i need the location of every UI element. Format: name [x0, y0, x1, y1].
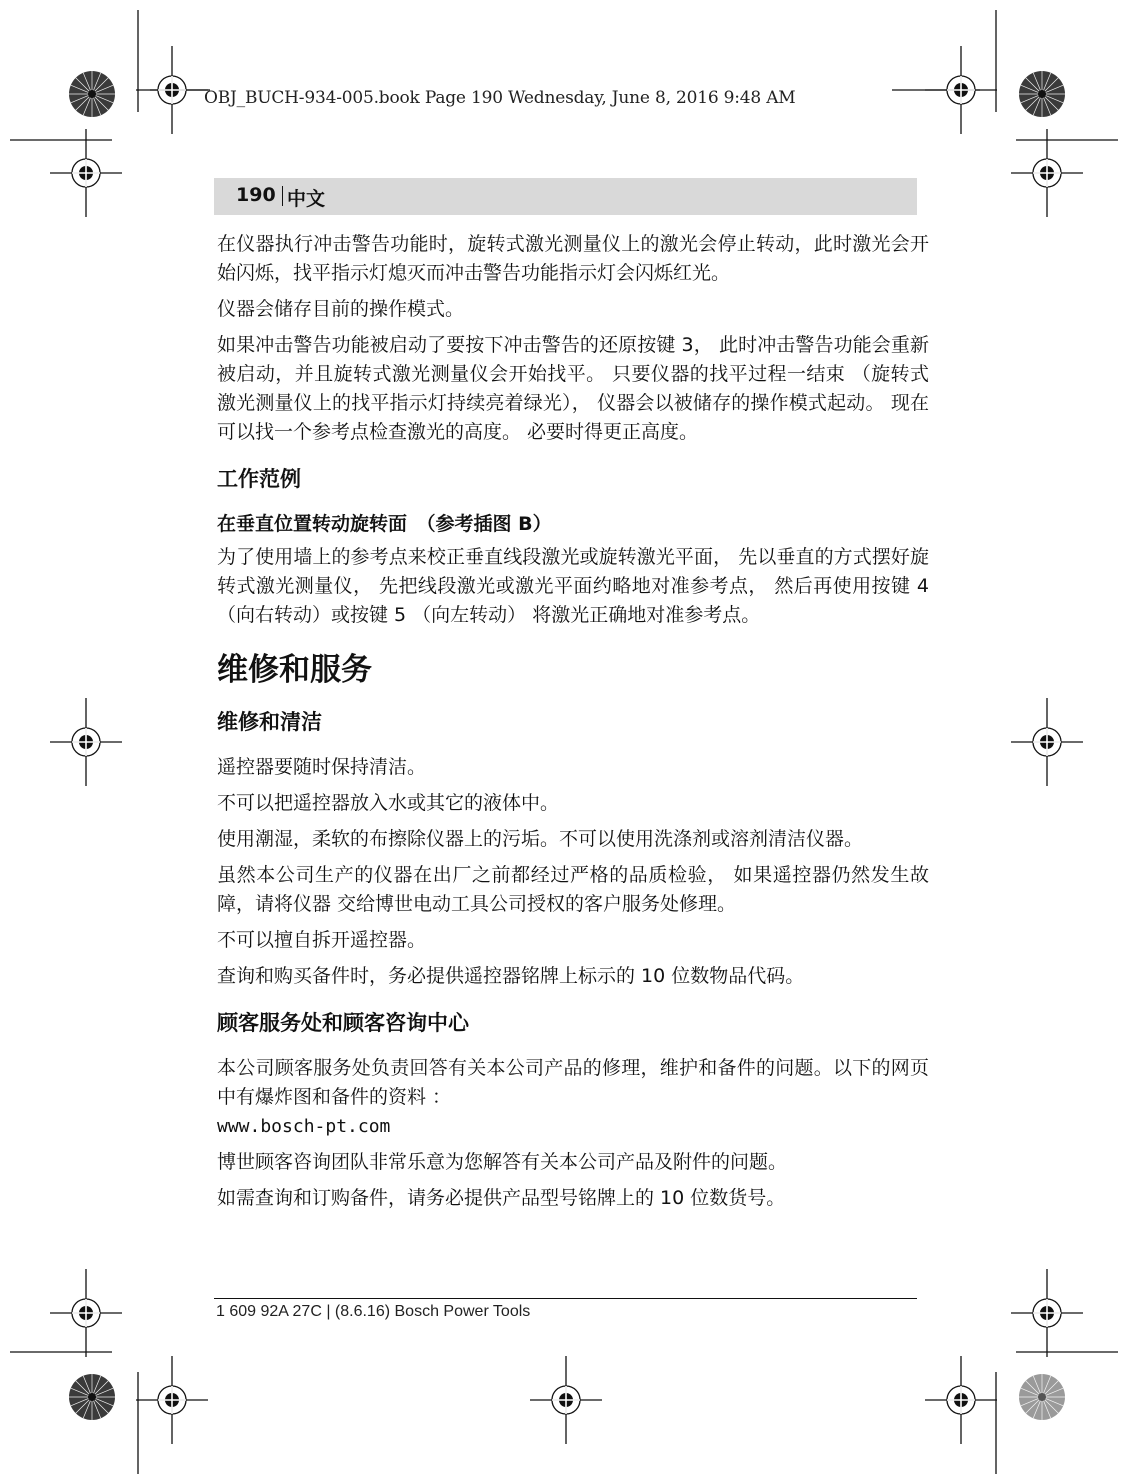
paragraph: 使用潮湿，柔软的布擦除仪器上的污垢。不可以使用洗涤剂或溶剂清洁仪器。	[217, 828, 864, 850]
paragraph: 仪器会储存目前的操作模式。	[217, 298, 465, 320]
heading-work-examples: 工作范例	[217, 467, 301, 491]
paragraph: 查询和购买备件时，务必提供遥控器铭牌上标示的 10 位数物品代码。	[217, 965, 805, 987]
paragraph: 遥控器要随时保持清洁。	[217, 756, 427, 778]
paragraph: 本公司顾客服务处负责回答有关本公司产品的修理，维护和备件的问题。以下的网页中有爆炸图和备件的资料 ：	[217, 1057, 929, 1108]
header-divider	[282, 186, 283, 206]
running-header	[214, 178, 917, 215]
paragraph: 在仪器执行冲击警告功能时，旋转式激光测量仪上的激光会停止转动，此时激光会开始闪烁，找平指示灯熄灭而冲击警告功能指示灯会闪烁红光。	[217, 233, 929, 284]
print-slug: OBJ_BUCH-934-005.book Page 190 Wednesday, June 8, 2016 9:48 AM	[204, 88, 796, 108]
heading-vertical-rotation: 在垂直位置转动旋转面 （参考插图 B）	[217, 513, 552, 535]
paragraph: 博世顾客咨询团队非常乐意为您解答有关本公司产品及附件的问题。	[217, 1151, 788, 1173]
heading-maintenance-service: 维修和服务	[217, 652, 372, 688]
page-body	[217, 230, 929, 1220]
paragraph: 如需查询和订购备件，请务必提供产品型号铭牌上的 10 位数货号。	[217, 1187, 786, 1209]
paragraph: 不可以擅自拆开遥控器。	[217, 929, 427, 951]
paragraph: 为了使用墙上的参考点来校正垂直线段激光或旋转激光平面， 先以垂直的方式摆好旋转式激光测量仪， 先把线段激光或激光平面约略地对准参考点， 然后再使用按键 4 （向右转动）或按键 5 （向左转动） 将激光正确地对准参考点。	[217, 546, 929, 626]
heading-customer-service: 顾客服务处和顾客咨询中心	[217, 1011, 469, 1035]
paragraph: 不可以把遥控器放入水或其它的液体中。	[217, 792, 560, 814]
paragraph: 如果冲击警告功能被启动了要按下冲击警告的还原按键 3， 此时冲击警告功能会重新被启动，并且旋转式激光测量仪会开始找平。 只要仪器的找平过程一结束 （旋转式激光测量仪上的找平指示灯持续亮着绿光）， 仪器会以被储存的操作模式起动。 现在可以找一个参考点检查激光的高度。 必要时得更正高度。	[217, 334, 929, 443]
footer-rule	[214, 1298, 917, 1299]
footer: 1 609 92A 27C | (8.6.16) Bosch Power Tools	[216, 1303, 531, 1320]
heading-maintenance-cleaning: 维修和清洁	[217, 710, 322, 734]
website-link[interactable]: www.bosch-pt.com	[217, 1116, 391, 1137]
page-number: 190	[236, 184, 276, 206]
paragraph: 虽然本公司生产的仪器在出厂之前都经过严格的品质检验， 如果遥控器仍然发生故障，请将仪器 交给博世电动工具公司授权的客户服务处修理。	[217, 864, 929, 915]
language-label: 中文	[287, 188, 326, 210]
